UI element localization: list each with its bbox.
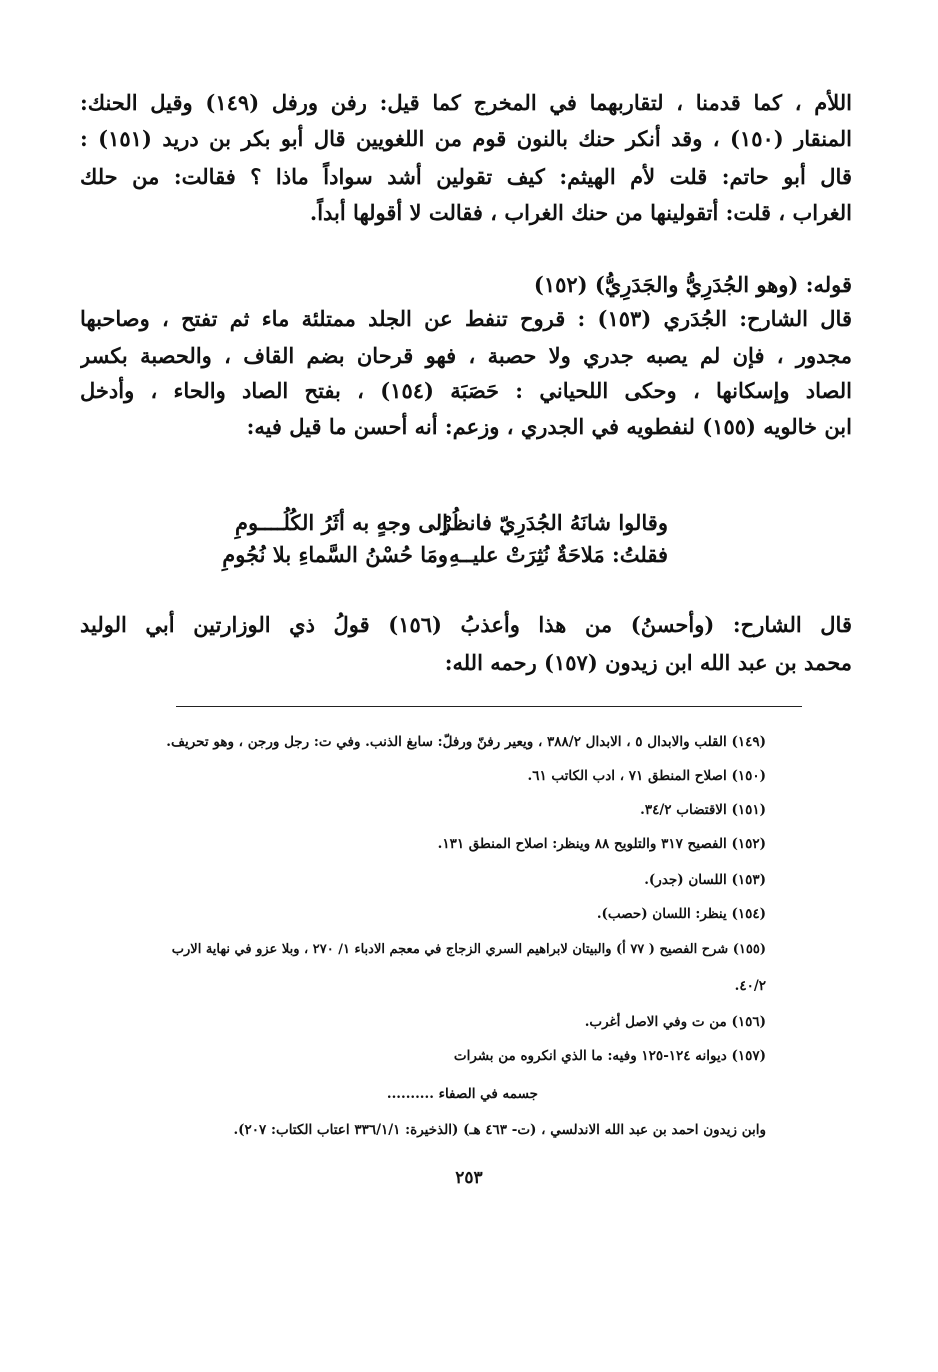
footnote-153: (١٥٣) اللسان (جدر). [644,872,766,888]
paragraph1-line-1: اللأم ، كما قدمنا ، لتقاربهما في المخرج كما قيل: رفن ورفل (١٤٩) وقيل الحنك: [80,90,852,115]
paragraph3-line-2: محمد بن عبد الله ابن زيدون (١٥٧) رحمه الله: [444,650,852,675]
footnote-156: (١٥٦) من ت وفي الاصل أغرب. [584,1014,766,1030]
paragraph1-line-2: المنقار (١٥٠) ، وقد أنكر حنك بالنون قوم من اللغويين قال أبو بكر بن دريد (١٥١) : [80,126,852,151]
footnote-151: (١٥١) الاقتضاب ٣٤/٢. [640,802,766,818]
paragraph2-line-1: قال الشارح: الجُدَري (١٥٣) : قروح تنفط عن الجلد ممتلئة ماء ثم تفتح ، وصاحبها [80,306,852,331]
footnote-separator [176,706,802,707]
footnote-149: (١٤٩) القلب والابدال ٥ ، الابدال ٣٨٨/٢ ، ويعير رفنّ ورفلّ: سابغ الذنب. وفي ت: رجل ورجن ، وهو تحريف. [166,734,766,750]
paragraph2-line-3: الصاد وإسكانها ، وحكى اللحياني : حَصَبَة (١٥٤) ، بفتح الصاد والحاء ، وأدخل [80,378,852,403]
poem-verse-2-first-hemistich: فقلتُ: مَلاحَةٌ نُثِرَتْ عليــهِ [449,542,668,567]
footnote-154: (١٥٤) ينظر: اللسان (حصب). [596,906,766,922]
footnote-150: (١٥٠) اصلاح المنطق ٧١ ، ادب الكاتب ٦١. [527,768,766,784]
poem-verse-1-second-hemistich: إلى وجهٍ به أثَرُ الكُلُــــومِ [235,510,448,535]
paragraph1-line-4: الغراب ، قلت: أتقولينها من حنك الغراب ، فقالت لا أقولها أبداً. [309,200,852,225]
poem-verse-2-second-hemistich: ومَا حُسْنُ السَّماءِ بلا نُجُومِ [222,542,448,567]
entry-heading: قوله: (وهو الجُدَرِيُّ والجَدَرِيُّ) (١٥٢) [533,272,852,297]
paragraph1-line-3: قال أبو حاتم: قلت لأم الهيثم: كيف تقولين أشد سواداً ماذا ؟ فقالت: من حلك [80,164,852,189]
poem-verse-1-first-hemistich: وقالوا شانَهُ الجُدَرِيّ فانظُرْ [440,510,668,535]
page-number: ٢٥٣ [455,1168,483,1188]
footnote-152: (١٥٢) الفصيح ٣١٧ والتلويح ٨٨ وينظر: اصلاح المنطق ١٣١. [437,836,766,852]
footnote-155-continued: ٤٠/٢. [734,978,766,994]
paragraph2-line-2: مجدور ، فإن لم يصبه جدري ولا حصبة ، فهو قرحان بضم القاف ، والحصبة بكسر [80,343,852,368]
footnote-157-verse: جسمه في الصفاء .......... [386,1086,538,1102]
footnote-155: (١٥٥) شرح الفصيح ( ٧٧ أ) والبيتان لابراهيم السري الزجاج في معجم الادباء ١/ ٢٧٠ ، وبلا عزو في نهاية الارب [171,942,766,957]
footnote-157-continued: وابن زيدون احمد بن عبد الله الاندلسي ، (ت- ٤٦٣ هـ) (الذخيرة: ٣٣٦/١/١ اعتاب الكتاب: ٢٠٧). [233,1122,766,1138]
footnote-157: (١٥٧) ديوانه ١٢٤-١٢٥ وفيه: ما الذي انكروه من بشرات [453,1048,766,1064]
paragraph2-line-4: ابن خالويه (١٥٥) لنفطويه في الجدري ، وزعم: أنه أحسن ما قيل فيه: [246,414,852,439]
paragraph3-line-1: قال الشارح: (وأحسنُ) من هذا وأعذبُ (١٥٦) قولُ ذي الوزارتين أبي الوليد [80,612,852,637]
